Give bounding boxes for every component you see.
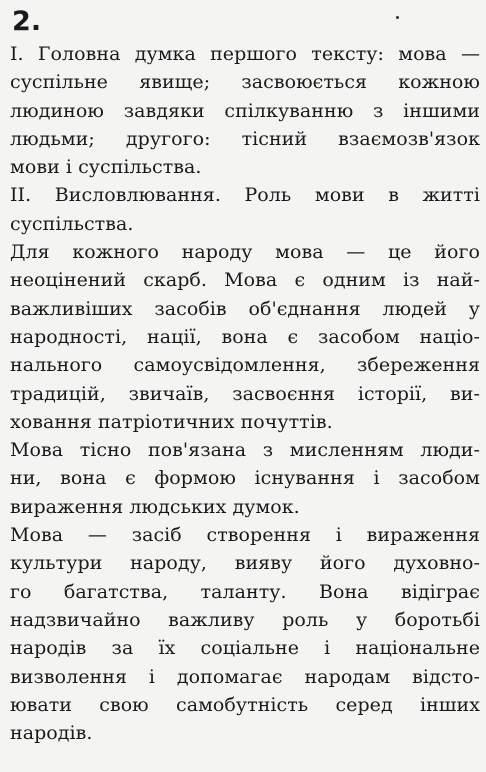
part-two-heading-line: суспільства. (10, 212, 134, 235)
paragraph-line: Мова тісно пов'язана з мисленням люди- (10, 439, 480, 462)
paragraph-line: ювати свою самобутність серед інших (10, 693, 480, 716)
document-page (10, 6, 480, 747)
paragraph-line: надзвичайно важливу роль у боротьбі (10, 608, 480, 631)
part-two-heading (10, 181, 480, 238)
part-one-line: людьми; другого: тісний взаємозв'язок (10, 127, 480, 150)
part-one-line: суспільне явище; засвоюється кожною (10, 71, 480, 94)
paragraph-line: Мова — засіб створення і вираження (10, 524, 480, 547)
exercise-number: 2. (12, 6, 42, 37)
paragraph-2 (10, 436, 480, 521)
paragraph-line: неоцінений скарб. Мова є одним із най- (10, 269, 480, 292)
paragraph-line: ни, вона є формою існування і засобом (10, 467, 480, 490)
paragraph-line: визволення і допомагає народам відсто- (10, 665, 480, 688)
part-one-line: мови і суспільства. (10, 156, 202, 179)
paragraph-line: важливіших засобів об'єднання людей у (10, 297, 480, 320)
paragraph-line: народів за їх соціальне і національне (10, 637, 480, 660)
paragraph-3 (10, 521, 480, 747)
paragraph-line: традицій, звичаїв, засвоєння історії, ви- (10, 382, 480, 405)
part-two-heading-line: II. Висловлювання. Роль мови в житті (10, 184, 480, 207)
paragraph-line: ховання патріотичних почуттів. (10, 410, 333, 433)
part-one-summary (10, 40, 480, 181)
part-one-line: людиною завдяки спілкуванню з іншими (10, 99, 480, 122)
paragraph-1 (10, 238, 480, 436)
paragraph-line: нального самоусвідомлення, збереження (10, 354, 480, 377)
paragraph-line: го багатства, таланту. Вона відіграє (10, 580, 480, 603)
paragraph-line: Для кожного народу мова — це його (10, 241, 480, 264)
paragraph-line: народів. (10, 722, 93, 745)
part-one-line: I. Головна думка першого тексту: мова — (10, 43, 480, 65)
paragraph-line: культури народу, вияву його духовно- (10, 552, 480, 575)
paragraph-line: вираження людських думок. (10, 495, 300, 518)
paragraph-line: народності, нації, вона є засобом націо- (10, 325, 480, 348)
